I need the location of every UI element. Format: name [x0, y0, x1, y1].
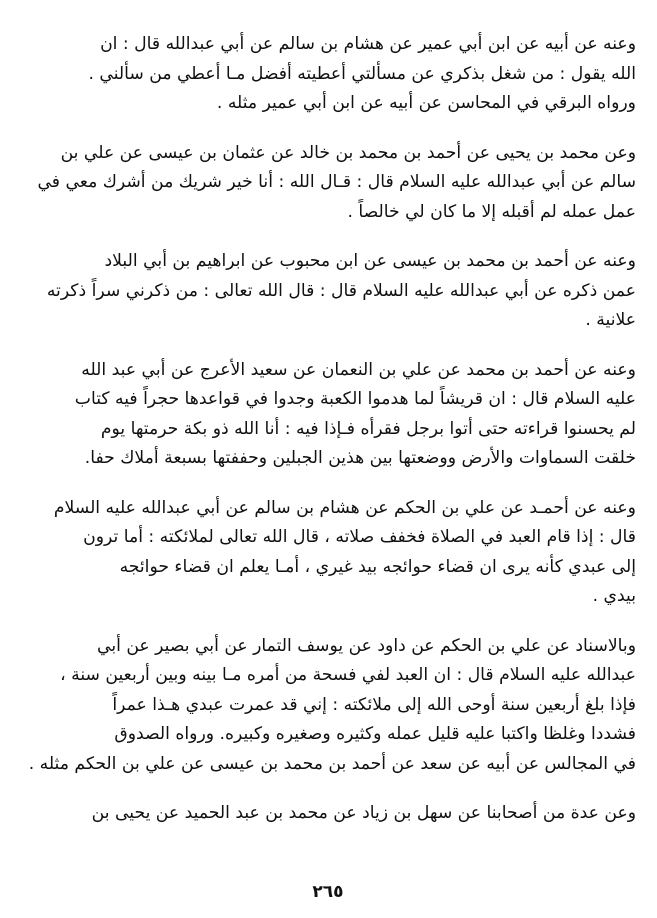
text-line: وعن محمد بن يحيى عن أحمد بن محمد بن خالد عن عثمان بن عيسى عن علي بن: [60, 142, 636, 163]
hadith-paragraph-4: [20, 356, 636, 474]
text-line: وعن عدة من أصحابنا عن سهل بن زياد عن محمد بن عبد الحميد عن يحيى بن: [91, 803, 636, 823]
text-line: علانية .: [585, 310, 636, 330]
text-line: فإذا بلغ أربعين سنة أوحى الله إلى ملائكته : إني قد عمرت عبدي هـذا عمراً: [112, 694, 636, 715]
text-line: وعنه عن أحمـد عن علي بن الحكم عن هشام بن سالم عن أبي عبدالله عليه السلام: [53, 497, 636, 518]
hadith-paragraph-6: [20, 632, 636, 780]
hadith-paragraph-3: [20, 247, 636, 336]
text-line: بيدي .: [592, 586, 636, 606]
text-line: عبدالله عليه السلام قال : ان العبد لفي فسحة من أمره مـا بينه وبين أربعين سنة ،: [60, 665, 636, 685]
hadith-paragraph-2: [20, 139, 636, 228]
text-line: وعنه عن أبيه عن ابن أبي عمير عن هشام بن سالم عن أبي عبدالله قال : ان: [100, 34, 636, 54]
text-line: وعنه عن أحمد بن محمد بن عيسى عن ابن محبوب عن ابراهيم بن أبي البلاد: [104, 251, 636, 271]
text-line: عمن ذكره عن أبي عبدالله عليه السلام قال : قال الله تعالى : من ذكرني سراً ذكرته: [46, 280, 636, 301]
text-line: وعنه عن أحمد بن محمد عن علي بن النعمان عن سعيد الأعرج عن أبي عبد الله: [81, 359, 636, 380]
text-line: الله يقول : من شغل بذكري عن مسألتي أعطيته أفضل مـا أعطي من سألني .: [88, 63, 636, 84]
text-line: إلى عبدي كأنه يرى ان قضاء حوائجه بيد غيري ، أمـا يعلم ان قضاء حوائجه: [119, 556, 636, 577]
text-line: لم يحسنوا قراءته حتى أتوا برجل فقرأه فـإذا فيه : أنا الله ذو بكة حرمتها يوم: [100, 418, 636, 439]
text-line: خلقت السماوات والأرض ووضعتها بين هذين الجبلين وحففتها بسبعة أملاك حفا.: [84, 448, 636, 468]
document-page: [20, 30, 636, 918]
page-number: ٢٦٥: [312, 882, 344, 902]
text-line: ورواه البرقي في المحاسن عن أبيه عن ابن أبي عمير مثله .: [216, 93, 636, 113]
text-line: في المجالس عن أبيه عن سعد عن أحمد بن محمد بن عيسى عن علي بن الحكم مثله .: [28, 753, 636, 774]
text-line: قال : إذا قام العبد في الصلاة فخفف صلاته ، قال الله تعالى لملائكته : أما ترون: [83, 527, 636, 547]
hadith-paragraph-1: [20, 30, 636, 119]
hadith-paragraph-7: [20, 799, 636, 829]
text-line: عمل عمله لم أقبله إلا ما كان لي خالصاً .: [347, 201, 636, 222]
text-line: فشددا وغلظا واكتبا عليه قليل عمله وكثيره وصغيره وكبيره. ورواه الصدوق: [114, 724, 636, 744]
hadith-paragraph-5: [20, 494, 636, 612]
text-line: عليه السلام قال : ان قريشاً لما هدموا الكعبة وجدوا في قواعدها حجراً فيه كتاب: [74, 389, 636, 409]
text-line: وبالاسناد عن علي بن الحكم عن داود عن يوسف التمار عن أبي بصير عن أبي: [97, 635, 636, 656]
text-line: سالم عن أبي عبدالله عليه السلام قال : قـال الله : أنا خير شريك من أشرك معي في: [37, 172, 636, 192]
